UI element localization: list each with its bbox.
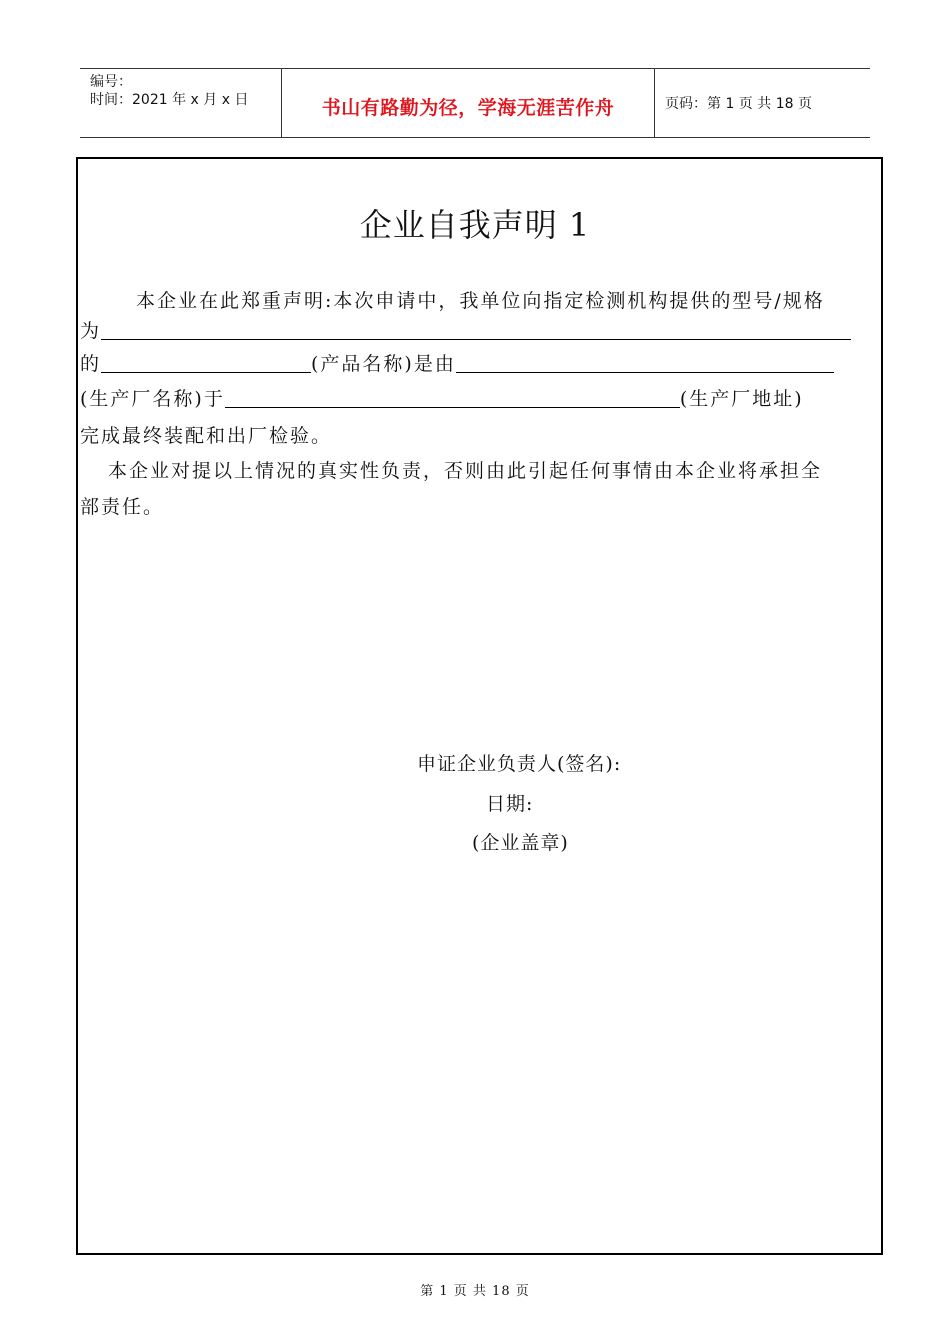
- number-label: 编号：: [90, 74, 132, 90]
- motto-text: 书山有路勤为径，学海无涯苦作舟: [321, 97, 615, 119]
- declaration-line-3: [80, 349, 834, 376]
- page-info: 页码：第 1 页 共 18 页: [665, 96, 812, 112]
- line-2-prefix: 为: [80, 320, 102, 342]
- page-title: 企业自我声明 1: [359, 206, 591, 244]
- seal-label: (企业盖章): [472, 832, 569, 854]
- declaration-line-2: [80, 316, 851, 343]
- manufacturer-name-blank[interactable]: [456, 354, 834, 373]
- line-4-suffix: (生产厂地址): [679, 388, 804, 410]
- date-label: 日期:: [486, 793, 534, 815]
- line-3-mid: (产品名称)是由: [311, 353, 456, 375]
- line-3-prefix: 的: [80, 353, 102, 375]
- page-footer: 第 1 页 共 18 页: [420, 1284, 530, 1299]
- header-page-cell: [655, 69, 870, 137]
- declaration-line-1: 本企业在此郑重声明:本次申请中，我单位向指定检测机构提供的型号/规格: [136, 290, 825, 312]
- product-name-blank[interactable]: [101, 354, 311, 373]
- declaration-line-6: 本企业对提以上情况的真实性负责，否则由此引起任何事情由本企业将承担全: [108, 460, 823, 482]
- header-motto-cell: [281, 69, 655, 137]
- model-spec-blank[interactable]: [101, 321, 851, 340]
- document-header: [80, 68, 870, 138]
- time-label: 时间：2021 年 x 月 x 日: [90, 92, 249, 108]
- line-4-prefix: (生产厂名称)于: [80, 388, 225, 410]
- declaration-line-7: 部责任。: [80, 496, 165, 518]
- header-meta-cell: [80, 69, 281, 137]
- signature-label: 申证企业负责人(签名):: [417, 753, 622, 775]
- manufacturer-address-blank[interactable]: [225, 389, 680, 408]
- declaration-line-5: 完成最终装配和出厂检验。: [80, 425, 333, 447]
- declaration-line-4: [80, 384, 804, 411]
